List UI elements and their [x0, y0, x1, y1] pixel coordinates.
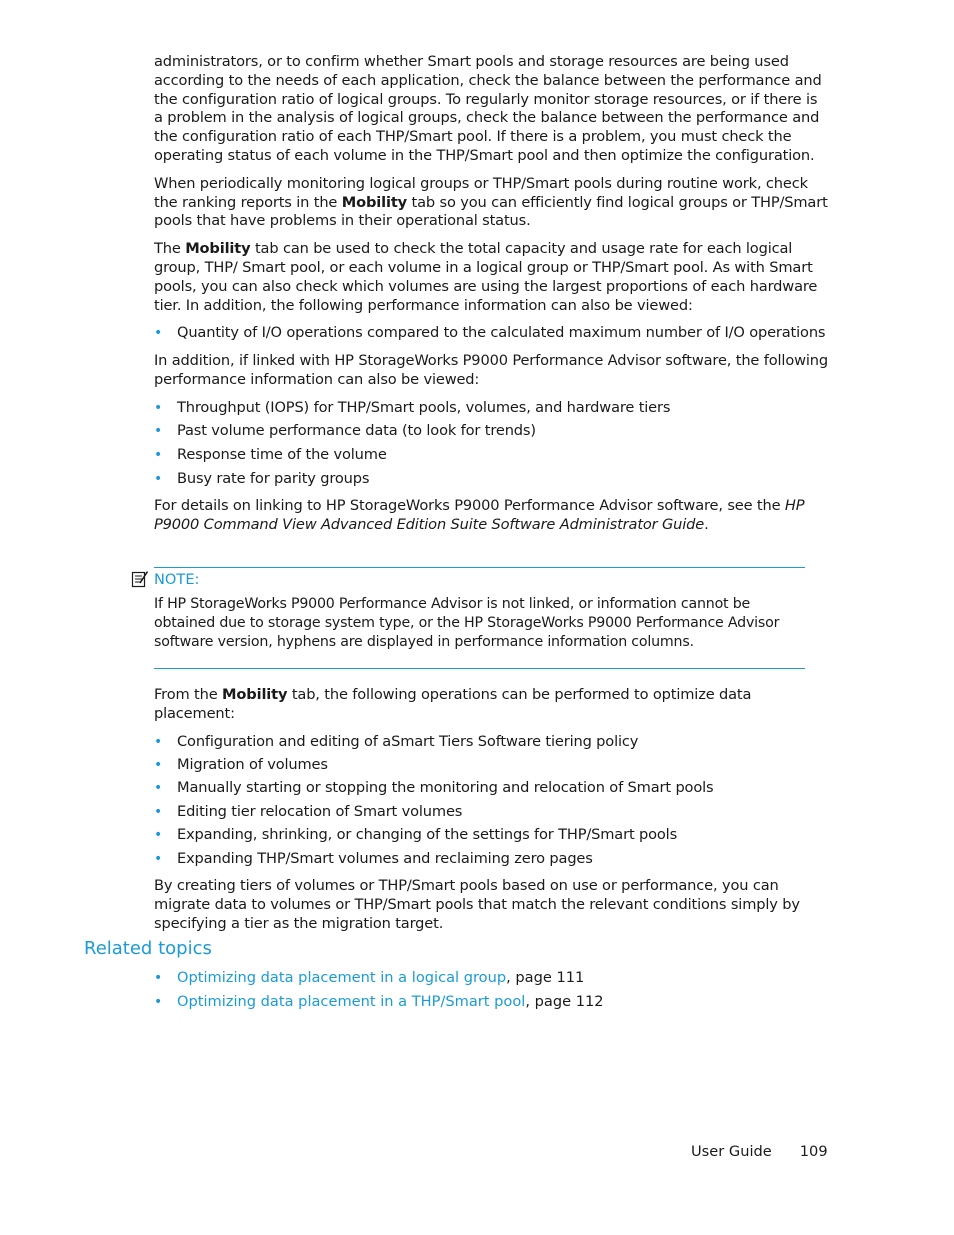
bullet-icon: •: [154, 446, 163, 463]
list-item-text: Quantity of I/O operations compared to the calculated maximum number of I/O operations: [177, 324, 826, 342]
body-text-continued: [154, 686, 830, 943]
bullet-icon: •: [154, 827, 163, 844]
bullet-icon: •: [154, 850, 163, 867]
list-item-text: Expanding, shrinking, or changing of the settings for THP/Smart pools: [177, 826, 678, 844]
page-ref: , page 112: [525, 992, 604, 1010]
list-item-text: Manually starting or stopping the monitoring and relocation of Smart pools: [177, 779, 714, 797]
text-run: The: [154, 240, 186, 258]
guide-title: HP P9000 Command View Advanced Edition Suite Software Administrator Guide: [154, 497, 805, 534]
list-item-text: Migration of volumes: [177, 755, 328, 773]
list-item: [154, 826, 830, 845]
related-link-logical-group[interactable]: Optimizing data placement in a logical group: [177, 969, 507, 986]
mobility-term: Mobility: [222, 686, 288, 703]
bullet-icon: •: [154, 780, 163, 797]
list-item: [154, 756, 830, 775]
bullet-icon: •: [154, 325, 163, 342]
body-text: [154, 53, 830, 544]
paragraph-advisor: In addition, if linked with HP StorageWorks P9000 Performance Advisor software, the following performance information can also be viewed:: [154, 352, 829, 388]
note-text: If HP StorageWorks P9000 Performance Advisor is not linked, or information cannot be obtained due to storage system type, or the HP StorageWorks P9000 Performance Advisor software version, hyphens are displayed in performance information columns.: [154, 596, 780, 650]
related-item: [154, 993, 830, 1012]
bullet-icon: •: [154, 733, 163, 750]
note-icon: [131, 570, 149, 588]
paragraph-ranking: [154, 175, 830, 231]
page-ref: , page 111: [506, 969, 585, 986]
text-run: .: [704, 516, 709, 534]
paragraph-mobility-tab: [154, 240, 830, 315]
bullet-icon: •: [154, 970, 163, 986]
list-item: [154, 779, 830, 798]
paragraph-operations: [154, 686, 830, 724]
list-item: [154, 470, 830, 489]
list-item-text: Expanding THP/Smart volumes and reclaiming zero pages: [177, 849, 593, 867]
bullet-icon: •: [154, 756, 163, 773]
list-item-text: Editing tier relocation of Smart volumes: [177, 802, 463, 820]
bullet-icon: •: [154, 470, 163, 487]
operations-list: [154, 733, 830, 869]
related-item: [154, 969, 830, 988]
list-item-text: Past volume performance data (to look for trends): [177, 422, 536, 440]
related-link-smart-pool[interactable]: Optimizing data placement in a THP/Smart pool: [177, 992, 526, 1010]
performance-list: [154, 324, 830, 343]
text-run: For details on linking to HP StorageWorks P9000 Performance Advisor software, see the: [154, 497, 785, 515]
paragraph-tiers: By creating tiers of volumes or THP/Smart pools based on use or performance, you can migrate data to volumes or THP/Smart pools that match the relevant conditions simply by specifying a tier as the migration target.: [154, 877, 800, 932]
list-item-text: Response time of the volume: [177, 445, 387, 463]
mobility-term: Mobility: [185, 240, 251, 258]
page-number: 109: [799, 1143, 828, 1160]
text-run: tab so you can efficiently find logical groups or THP/Smart pools that have problems in their operational status.: [154, 193, 828, 230]
paragraph-details: [154, 497, 830, 535]
list-item: [154, 733, 830, 752]
bullet-icon: •: [154, 993, 163, 1010]
note-box: [154, 567, 805, 669]
list-item-text: Busy rate for parity groups: [177, 469, 370, 487]
text-run: tab can be used to check the total capacity and usage rate for each logical group, THP/ Smart pool, or each volume in a logical group or THP/Smart pool. As with Smart pools, you can also check which volumes are using the largest proportions of each hardware tier. In addition, the following performance information can also be viewed:: [154, 240, 818, 314]
list-item-text: Throughput (IOPS) for THP/Smart pools, volumes, and hardware tiers: [177, 398, 671, 416]
bullet-icon: •: [154, 803, 163, 820]
list-item: [154, 399, 830, 418]
list-item: [154, 850, 830, 869]
mobility-term: Mobility: [341, 193, 408, 211]
text-run: From the: [154, 686, 223, 703]
related-topics-heading: Related topics: [84, 938, 212, 959]
paragraph-intro: administrators, or to confirm whether Smart pools and storage resources are being used according to the needs of each application, check the balance between the performance and the configuration ratio of logical groups. To regularly monitor storage resources, or if there is a problem in the analysis of logical groups, check the balance between the performance and the configuration ratio of each THP/Smart pool. If there is a problem, you must check the operating status of each volume in the THP/Smart pool and then optimize the configuration.: [154, 53, 822, 164]
note-label: NOTE:: [154, 571, 200, 588]
text-run: When periodically monitoring logical groups or THP/Smart pools during routine work, check the ranking reports in the: [154, 174, 808, 211]
footer-title: User Guide: [691, 1143, 772, 1160]
advisor-list: [154, 399, 830, 489]
list-item: [154, 422, 830, 441]
related-list: [154, 969, 830, 1011]
related-topics: [154, 969, 830, 1020]
list-item: [154, 446, 830, 465]
bullet-icon: •: [154, 399, 163, 416]
list-item: [154, 324, 830, 343]
list-item-text: Configuration and editing of aSmart Tiers Software tiering policy: [177, 732, 639, 750]
page-footer: [691, 1143, 828, 1160]
bullet-icon: •: [154, 423, 163, 440]
list-item: [154, 803, 830, 822]
text-run: tab, the following operations can be performed to optimize data placement:: [154, 686, 752, 722]
